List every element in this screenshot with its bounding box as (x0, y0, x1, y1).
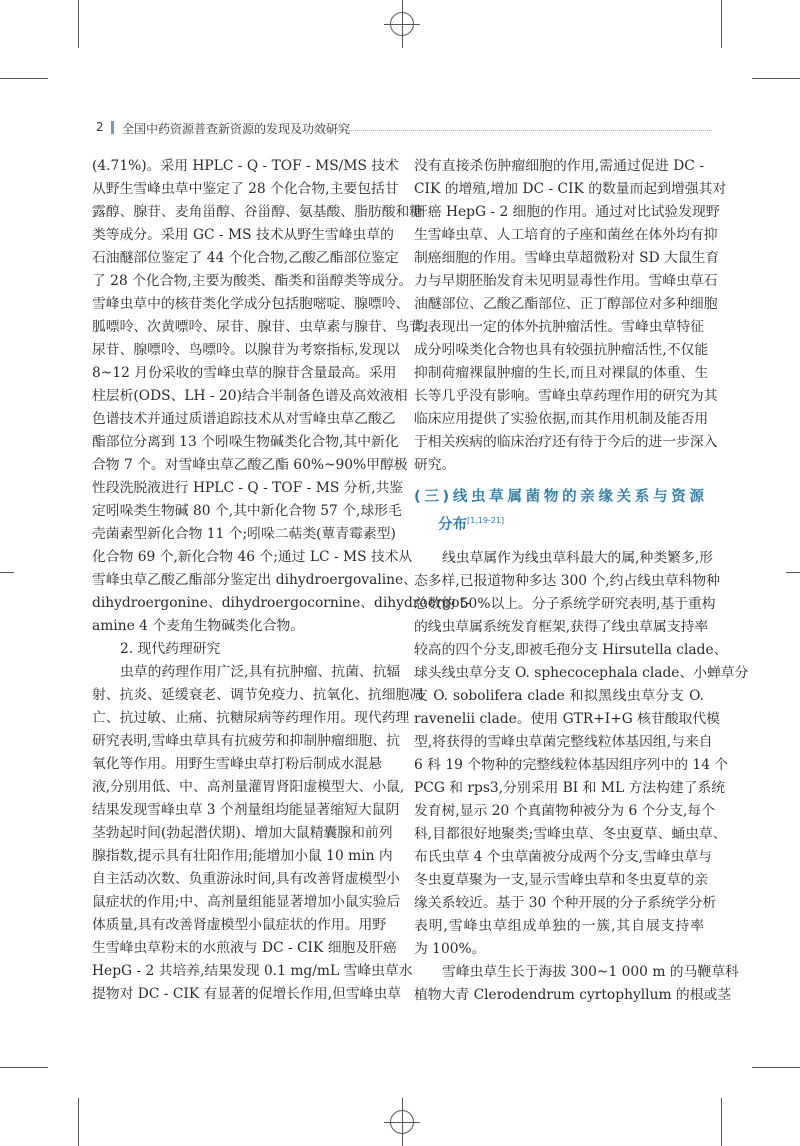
text-line: 石油醚部位鉴定了 44 个化合物,乙酸乙酯部位鉴定 (92, 250, 399, 266)
text-line: 的线虫草属系统发育框架,获得了线虫草属支持率 (414, 618, 709, 635)
text-line: 雪峰虫草中的核苷类化学成分包括胞嘧啶、腺嘌呤、 (92, 296, 410, 312)
text-line: amine 4 个麦角生物碱类化合物。 (92, 618, 305, 634)
text-line: 肝癌 HepG - 2 细胞的作用。通过对比试验发现野 (414, 204, 720, 220)
text-line: 科,目都很好地聚类;雪峰虫草、冬虫夏草、蛹虫草、 (414, 825, 727, 842)
text-line: 线虫草属作为线虫草科最大的属,种类繁多,形 (442, 549, 713, 566)
text-line: 生雪峰虫草、人工培育的子座和菌丝在体外均有抑 (414, 227, 718, 243)
crop-mark (721, 0, 722, 48)
text-line: 提物对 DC - CIK 有显著的促增长作用,但雪峰虫草 (92, 986, 402, 1002)
text-line: 雪峰虫草乙酸乙酯部分鉴定出 dihydroergovaline、 (92, 572, 417, 588)
reference-citation: [1,19-21] (467, 516, 505, 525)
right-column (414, 155, 749, 1007)
registration-mark (384, 1122, 420, 1123)
text-line: 胍嘌呤、次黄嘌呤、尿苷、腺苷、虫草素与腺苷、鸟苷、 (92, 319, 437, 335)
registration-mark (0, 572, 14, 573)
text-line: 射、抗炎、延缓衰老、调节免疫力、抗氧化、抗细胞凋 (92, 687, 424, 703)
text-line: 茎勃起时间(勃起潜伏期)、增加大鼠精囊腺和前列 (92, 825, 393, 841)
text-line: 长等几乎没有影响。雪峰虫草药理作用的研究为其 (414, 388, 718, 404)
subsection-heading: 2. 现代药理研究 (120, 641, 221, 657)
running-header (96, 118, 712, 138)
text-line: 研究。 (414, 457, 456, 473)
text-line: 亡、抗过敏、止痛、抗糖尿病等药理作用。现代药理 (92, 710, 410, 726)
text-line: 表明,雪峰虫草组成单独的一簇,其自展支持率 (414, 917, 704, 934)
text-line: 尿苷、腺嘌呤、鸟嘌呤。以腺苷为考察指标,发现以 (92, 342, 400, 358)
text-line: 成分吲哚类化合物也具有较强抗肿瘤活性,不仅能 (414, 342, 709, 358)
crop-mark (78, 1098, 79, 1146)
registration-mark (384, 24, 420, 25)
text-line: 氧化等作用。用野生雪峰虫草打粉后制成水混悬 (92, 756, 382, 772)
text-line: 结果发现雪峰虫草 3 个剂量组均能显著缩短大鼠阴 (92, 802, 400, 818)
crop-mark (752, 1067, 800, 1068)
text-line: 从野生雪峰虫草中鉴定了 28 个化合物,主要包括甘 (92, 181, 399, 197)
text-line: 为 100%。 (414, 940, 486, 957)
text-line: 体质量,具有改善肾虚模型小鼠症状的作用。用野 (92, 917, 387, 933)
header-dotted-rule (314, 130, 712, 131)
text-line: 类等成分。采用 GC - MS 技术从野生雪峰虫草的 (92, 227, 394, 243)
section-heading-line: 分布 (438, 516, 467, 533)
text-line: 没有直接杀伤肿瘤细胞的作用,需通过促进 DC - (414, 158, 704, 174)
crop-mark (78, 0, 79, 48)
text-line: 冬虫夏草聚为一支,显示雪峰虫草和冬虫夏草的亲 (414, 871, 709, 888)
text-line: 油醚部位、乙酸乙酯部位、正丁醇部位对多种细胞 (414, 296, 718, 312)
text-line: 定吲哚类生物碱 80 个,其中新化合物 57 个,球形毛 (92, 503, 402, 519)
text-line: 较高的四个分支,即被毛孢分支 Hirsutella clade、 (414, 641, 728, 658)
text-line: 力与早期胚胎发育未见明显毒性作用。雪峰虫草石 (414, 273, 718, 289)
text-line: 总数的 50%以上。分子系统学研究表明,基于重构 (414, 595, 716, 612)
header-accent-bar (111, 121, 114, 134)
text-line: 研究表明,雪峰虫草具有抗疲劳和抑制肿瘤细胞、抗 (92, 733, 400, 749)
text-line: 布氏虫草 4 个虫草菌被分成两个分支,雪峰虫草与 (414, 848, 712, 865)
text-line: 壳菌素型新化合物 11 个;吲哚二萜类(蕈青霉素型) (92, 526, 396, 542)
text-line: 露醇、腺苷、麦角甾醇、谷甾醇、氨基酸、脂肪酸和糖 (92, 204, 424, 220)
crop-mark (0, 78, 48, 79)
text-line: 液,分别用低、中、高剂量灌胃肾阳虚模型大、小鼠, (92, 779, 405, 795)
text-line: 8~12 月份采收的雪峰虫草的腺苷含量最高。采用 (92, 365, 397, 381)
text-line: ravenelii clade。使用 GTR+I+G 核苷酸取代模 (414, 710, 720, 727)
text-line: 性段洗脱液进行 HPLC - Q - TOF - MS 分析,共鉴 (92, 480, 404, 496)
text-line: 合物 7 个。对雪峰虫草乙酸乙酯 60%~90%甲醇极 (92, 457, 408, 473)
text-line: 型,将获得的雪峰虫草菌完整线粒体基因组,与来自 (414, 733, 713, 750)
book-title: 全国中药资源普查新资源的发现及功效研究 (122, 122, 351, 136)
text-line: 化合物 69 个,新化合物 46 个;通过 LC - MS 技术从 (92, 549, 413, 565)
text-line: 缘关系较近。基于 30 个种开展的分子系统学分析 (414, 894, 717, 911)
text-line: 态多样,已报道物种多达 300 个,约占线虫草科物种 (414, 572, 721, 589)
text-line: 腺指数,提示具有壮阳作用;能增加小鼠 10 min 内 (92, 848, 393, 864)
text-line: 临床应用提供了实验依据,而其作用机制及能否用 (414, 411, 709, 427)
text-line: CIK 的增殖,增加 DC - CIK 的数量而起到增强其对 (414, 181, 727, 197)
text-line: 生雪峰虫草粉末的水煎液与 DC - CIK 细胞及肝癌 (92, 940, 397, 956)
text-line: 自主活动次数、负重游泳时间,具有改善肾虚模型小 (92, 871, 400, 887)
text-line: dihydroergonine、dihydroergocornine、dihydroergot- (92, 595, 470, 611)
text-line: 雪峰虫草生长于海拔 300~1 000 m 的马鞭草科 (442, 963, 739, 980)
text-line: (4.71%)。采用 HPLC - Q - TOF - MS/MS 技术 (92, 158, 399, 174)
crop-mark (0, 1067, 48, 1068)
text-line: 发育树,显示 20 个真菌物种被分为 6 个分支,每个 (414, 802, 715, 819)
text-line: 虫草的药理作用广泛,具有抗肿瘤、抗菌、抗辐 (120, 664, 401, 680)
text-line: 均表现出一定的体外抗肿瘤活性。雪峰虫草特征 (414, 319, 704, 335)
text-line: HepG - 2 共培养,结果发现 0.1 mg/mL 雪峰虫草水 (92, 963, 413, 979)
crop-mark (721, 1098, 722, 1146)
section-heading (414, 485, 704, 537)
text-line: 酯部位分离到 13 个吲哚生物碱类化合物,其中新化 (92, 434, 399, 450)
text-line: 鼠症状的作用;中、高剂量组能显著增加小鼠实验后 (92, 894, 401, 910)
text-line: 植物大青 Clerodendrum cyrtophyllum 的根或茎 (414, 986, 732, 1003)
text-line: 柱层析(ODS、LH - 20)结合半制备色谱及高效液相 (92, 388, 408, 404)
text-line: 了 28 个化合物,主要为酸类、酯类和甾醇类等成分。 (92, 273, 413, 289)
registration-mark (786, 572, 800, 573)
text-line: 于相关疾病的临床治疗还有待于今后的进一步深入 (414, 434, 718, 450)
text-line: 支 O. sobolifera clade 和拟黑线虫草分支 O. (414, 687, 704, 704)
page-number: 2 (96, 120, 104, 134)
text-line: 制癌细胞的作用。雪峰虫草超微粉对 SD 大鼠生育 (414, 250, 720, 266)
text-line: 6 科 19 个物种的完整线粒体基因组序列中的 14 个 (414, 756, 729, 773)
text-line: PCG 和 rps3,分别采用 BI 和 ML 方法构建了系统 (414, 779, 726, 796)
text-line: 球头线虫草分支 O. sphecocephala clade、小蝉草分 (414, 664, 749, 681)
crop-mark (752, 78, 800, 79)
section-heading-line: (三)线虫草属菌物的亲缘关系与资源 (414, 489, 704, 505)
text-line: 色谱技术并通过质谱追踪技术从对雪峰虫草乙酸乙 (92, 411, 396, 427)
text-line: 抑制荷瘤裸鼠肿瘤的生长,而且对裸鼠的体重、生 (414, 365, 709, 381)
